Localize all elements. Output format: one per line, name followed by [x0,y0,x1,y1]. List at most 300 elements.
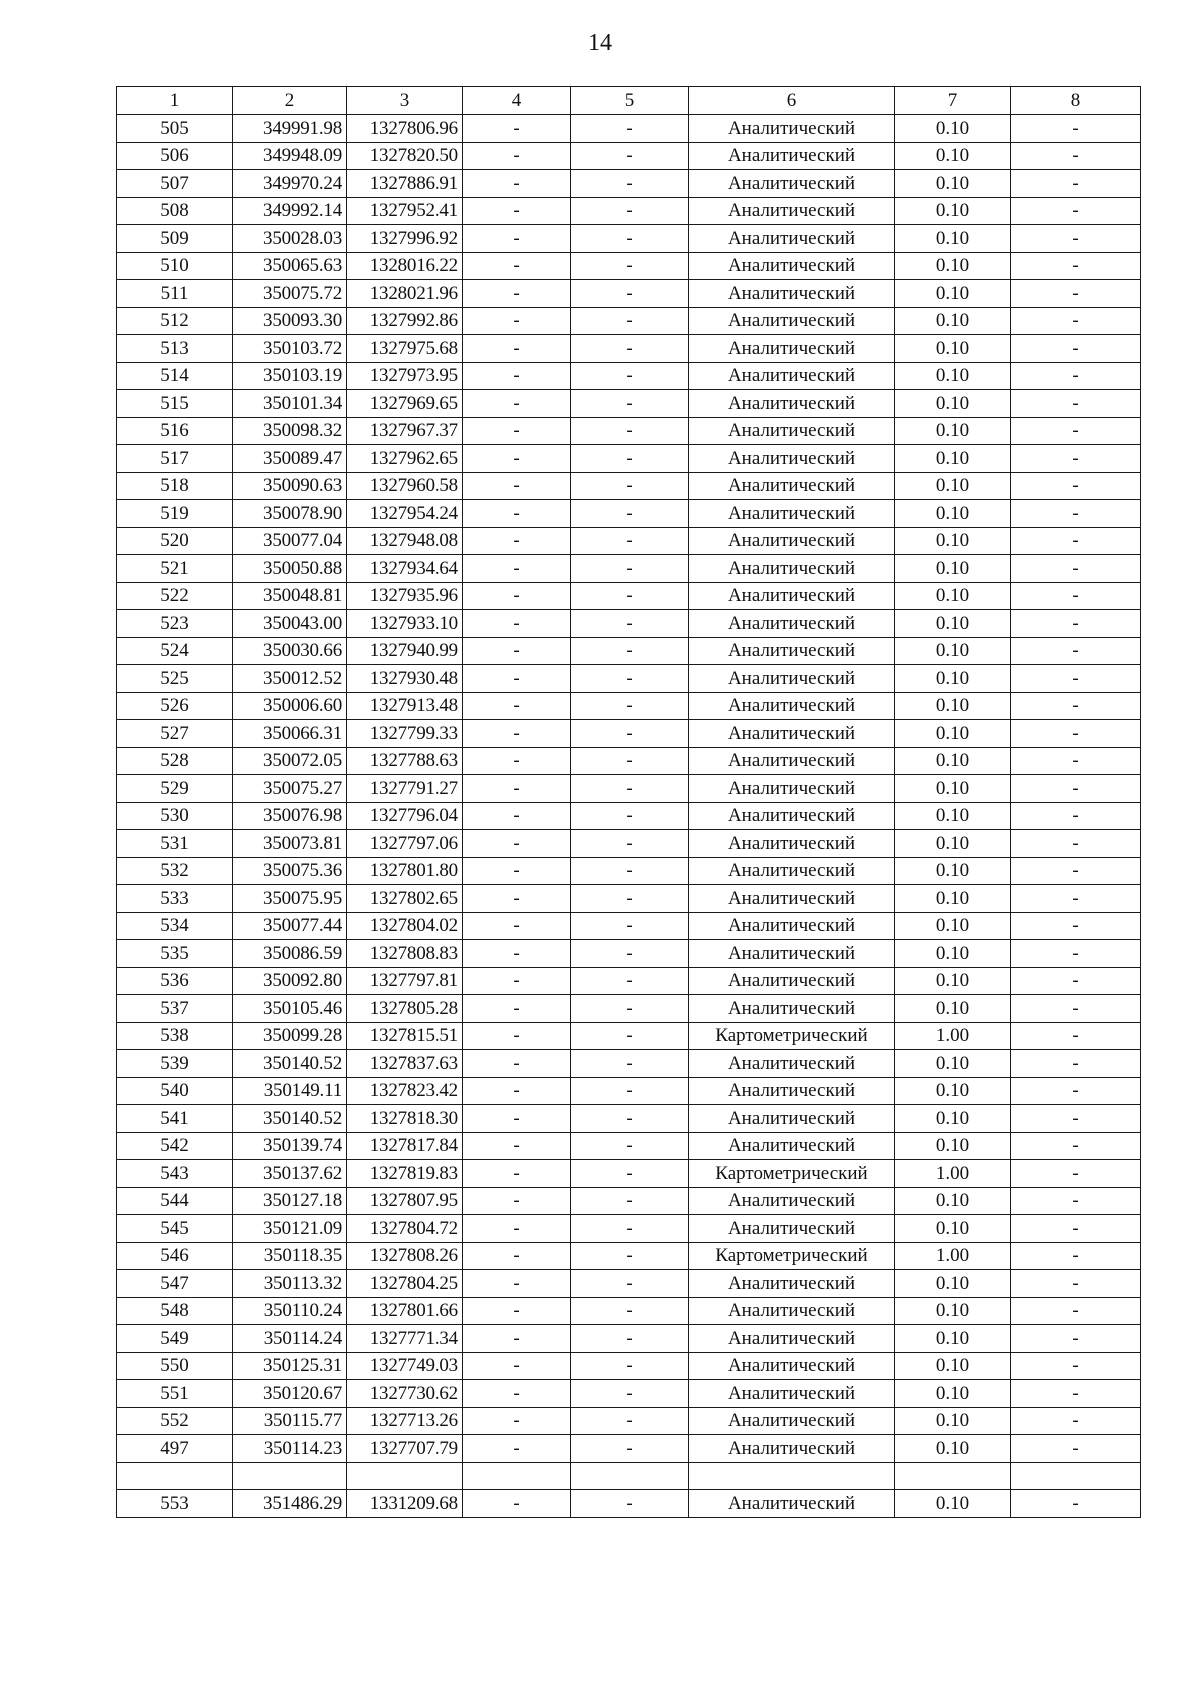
accuracy-cell: 0.10 [895,1297,1011,1325]
col-8-cell: - [1011,1132,1141,1160]
y-coordinate-cell: 1327969.65 [347,390,463,418]
x-coordinate-cell: 350103.72 [233,335,347,363]
x-coordinate-cell: 351486.29 [233,1490,347,1518]
method-cell: Аналитический [689,802,895,830]
x-coordinate-cell: 350139.74 [233,1132,347,1160]
method-cell: Аналитический [689,1325,895,1353]
col-5-cell: - [571,252,689,280]
method-cell: Аналитический [689,692,895,720]
accuracy-cell: 0.10 [895,1077,1011,1105]
x-coordinate-cell: 350149.11 [233,1077,347,1105]
col-4-cell: - [463,1077,571,1105]
table-row [117,280,1141,308]
table-row [117,1242,1141,1270]
col-5-cell: - [571,940,689,968]
accuracy-cell: 0.10 [895,692,1011,720]
point-number-cell: 523 [117,610,233,638]
table-row [117,857,1141,885]
method-cell: Аналитический [689,280,895,308]
col-5-cell: - [571,170,689,198]
x-coordinate-cell: 350006.60 [233,692,347,720]
table-row [117,1270,1141,1298]
col-4-cell: - [463,527,571,555]
col-4-cell: - [463,610,571,638]
col-5-cell: - [571,802,689,830]
y-coordinate-cell: 1327797.81 [347,967,463,995]
col-4-cell: - [463,280,571,308]
col-5-cell: - [571,610,689,638]
x-coordinate-cell: 350115.77 [233,1407,347,1435]
accuracy-cell: 0.10 [895,445,1011,473]
col-8-cell: - [1011,1297,1141,1325]
x-coordinate-cell: 350078.90 [233,500,347,528]
col-8-cell: - [1011,995,1141,1023]
accuracy-cell: 0.10 [895,252,1011,280]
point-number-cell: 546 [117,1242,233,1270]
col-4-cell: - [463,1435,571,1463]
col-5-cell: - [571,555,689,583]
col-5-cell: - [571,307,689,335]
col-8-cell: - [1011,555,1141,583]
point-number-cell: 534 [117,912,233,940]
accuracy-cell: 0.10 [895,115,1011,143]
col-8-cell: - [1011,1215,1141,1243]
table-row [117,1022,1141,1050]
table-row [117,445,1141,473]
method-cell: Аналитический [689,665,895,693]
method-cell: Аналитический [689,1270,895,1298]
accuracy-cell: 0.10 [895,390,1011,418]
x-coordinate-cell: 350118.35 [233,1242,347,1270]
method-cell: Аналитический [689,1215,895,1243]
table-row [117,582,1141,610]
y-coordinate-cell: 1327804.25 [347,1270,463,1298]
x-coordinate-cell: 350125.31 [233,1352,347,1380]
col-8-cell: - [1011,1160,1141,1188]
x-coordinate-cell: 350075.27 [233,775,347,803]
x-coordinate-cell: 350089.47 [233,445,347,473]
accuracy-cell: 0.10 [895,1270,1011,1298]
col-8-cell: - [1011,912,1141,940]
col-5-cell: - [571,665,689,693]
y-coordinate-cell: 1327797.06 [347,830,463,858]
method-cell: Аналитический [689,417,895,445]
x-coordinate-cell: 349992.14 [233,197,347,225]
col-5-cell: - [571,280,689,308]
col-5-cell: - [571,335,689,363]
accuracy-cell: 0.10 [895,637,1011,665]
table-row [117,1050,1141,1078]
table-header [117,87,1141,115]
column-header-2: 2 [233,87,347,115]
method-cell: Картометрический [689,1022,895,1050]
col-4-cell: - [463,967,571,995]
method-cell: Аналитический [689,582,895,610]
point-number-cell: 551 [117,1380,233,1408]
method-cell: Аналитический [689,747,895,775]
column-header-1: 1 [117,87,233,115]
col-8-cell: - [1011,115,1141,143]
col-8-cell: - [1011,582,1141,610]
y-coordinate-cell: 1327952.41 [347,197,463,225]
table-row [117,912,1141,940]
x-coordinate-cell: 350050.88 [233,555,347,583]
point-number-cell: 514 [117,362,233,390]
point-number-cell: 540 [117,1077,233,1105]
accuracy-cell: 0.10 [895,1325,1011,1353]
point-number-cell: 526 [117,692,233,720]
method-cell: Аналитический [689,362,895,390]
col-8-cell: - [1011,335,1141,363]
col-5-cell: - [571,1270,689,1298]
column-header-3: 3 [347,87,463,115]
point-number-cell: 547 [117,1270,233,1298]
col-4-cell: - [463,362,571,390]
col-4-cell: - [463,500,571,528]
y-coordinate-cell: 1327837.63 [347,1050,463,1078]
method-cell: Аналитический [689,1490,895,1518]
point-number-cell: 513 [117,335,233,363]
point-number-cell: 512 [117,307,233,335]
accuracy-cell: 0.10 [895,500,1011,528]
method-cell: Аналитический [689,610,895,638]
col-4-cell: - [463,830,571,858]
y-coordinate-cell: 1327806.96 [347,115,463,143]
y-coordinate-cell: 1327819.83 [347,1160,463,1188]
x-coordinate-cell: 349970.24 [233,170,347,198]
col-4-cell: - [463,307,571,335]
col-4-cell: - [463,445,571,473]
x-coordinate-cell: 350075.95 [233,885,347,913]
point-number-cell: 511 [117,280,233,308]
table-row [117,1380,1141,1408]
point-number-cell: 541 [117,1105,233,1133]
method-cell: Картометрический [689,1160,895,1188]
x-coordinate-cell: 350066.31 [233,720,347,748]
col-8-cell: - [1011,1352,1141,1380]
col-5-cell: - [571,1022,689,1050]
method-cell: Аналитический [689,830,895,858]
point-number-cell: 543 [117,1160,233,1188]
col-8-cell: - [1011,500,1141,528]
table-row [117,390,1141,418]
y-coordinate-cell: 1328016.22 [347,252,463,280]
table-row [117,1407,1141,1435]
col-8-cell: - [1011,940,1141,968]
method-cell: Аналитический [689,500,895,528]
accuracy-cell: 0.10 [895,967,1011,995]
page-number: 14 [588,30,612,56]
table-row [117,802,1141,830]
accuracy-cell: 0.10 [895,582,1011,610]
y-coordinate-cell: 1327799.33 [347,720,463,748]
x-coordinate-cell: 350065.63 [233,252,347,280]
table-row [117,1132,1141,1160]
method-cell: Аналитический [689,527,895,555]
accuracy-cell: 0.10 [895,720,1011,748]
col-8-cell: - [1011,692,1141,720]
table-row [117,472,1141,500]
col-4-cell: - [463,637,571,665]
method-cell: Аналитический [689,1435,895,1463]
col-8-cell: - [1011,417,1141,445]
accuracy-cell: 0.10 [895,335,1011,363]
col-8-cell: - [1011,445,1141,473]
method-cell: Аналитический [689,1380,895,1408]
point-number-cell: 532 [117,857,233,885]
col-8-cell: - [1011,775,1141,803]
col-4-cell: - [463,582,571,610]
y-coordinate-cell: 1327713.26 [347,1407,463,1435]
accuracy-cell: 0.10 [895,995,1011,1023]
accuracy-cell: 1.00 [895,1160,1011,1188]
x-coordinate-cell: 350086.59 [233,940,347,968]
table-row [117,555,1141,583]
x-coordinate-cell: 350114.24 [233,1325,347,1353]
point-number-cell: 530 [117,802,233,830]
method-cell: Аналитический [689,1105,895,1133]
table-row [117,417,1141,445]
y-coordinate-cell: 1327935.96 [347,582,463,610]
method-cell: Аналитический [689,1407,895,1435]
y-coordinate-cell: 1327962.65 [347,445,463,473]
table-row [117,665,1141,693]
x-coordinate-cell: 350092.80 [233,967,347,995]
method-cell: Аналитический [689,857,895,885]
y-coordinate-cell: 1327823.42 [347,1077,463,1105]
point-number-cell: 506 [117,142,233,170]
x-coordinate-cell: 350110.24 [233,1297,347,1325]
col-5-cell [571,1462,689,1490]
y-coordinate-cell: 1327960.58 [347,472,463,500]
col-5-cell: - [571,390,689,418]
point-number-cell: 552 [117,1407,233,1435]
col-5-cell: - [571,830,689,858]
method-cell: Аналитический [689,252,895,280]
accuracy-cell: 0.10 [895,555,1011,583]
accuracy-cell: 0.10 [895,197,1011,225]
method-cell: Аналитический [689,307,895,335]
col-8-cell: - [1011,1077,1141,1105]
method-cell: Аналитический [689,142,895,170]
table-row [117,637,1141,665]
col-5-cell: - [571,1407,689,1435]
header-row [117,87,1141,115]
col-8-cell: - [1011,747,1141,775]
col-8-cell: - [1011,307,1141,335]
col-4-cell: - [463,1022,571,1050]
method-cell: Аналитический [689,170,895,198]
method-cell: Аналитический [689,1352,895,1380]
col-4-cell: - [463,1215,571,1243]
column-header-6: 6 [689,87,895,115]
col-4-cell: - [463,417,571,445]
point-number-cell: 544 [117,1187,233,1215]
col-8-cell: - [1011,1050,1141,1078]
col-5-cell: - [571,775,689,803]
y-coordinate-cell: 1327808.26 [347,1242,463,1270]
y-coordinate-cell: 1327940.99 [347,637,463,665]
accuracy-cell: 0.10 [895,830,1011,858]
accuracy-cell: 0.10 [895,527,1011,555]
method-cell: Аналитический [689,225,895,253]
x-coordinate-cell: 350048.81 [233,582,347,610]
point-number-cell: 525 [117,665,233,693]
table-row [117,830,1141,858]
accuracy-cell: 0.10 [895,747,1011,775]
x-coordinate-cell: 349991.98 [233,115,347,143]
col-4-cell: - [463,995,571,1023]
col-4-cell: - [463,1132,571,1160]
col-8-cell: - [1011,362,1141,390]
col-4-cell: - [463,142,571,170]
col-8-cell: - [1011,1242,1141,1270]
y-coordinate-cell: 1327996.92 [347,225,463,253]
table-row [117,1325,1141,1353]
col-8-cell: - [1011,472,1141,500]
table-row [117,1160,1141,1188]
col-5-cell: - [571,912,689,940]
accuracy-cell: 0.10 [895,170,1011,198]
method-cell: Аналитический [689,995,895,1023]
method-cell: Аналитический [689,1077,895,1105]
y-coordinate-cell: 1327815.51 [347,1022,463,1050]
col-4-cell: - [463,1325,571,1353]
accuracy-cell: 0.10 [895,280,1011,308]
accuracy-cell: 0.10 [895,857,1011,885]
y-coordinate-cell: 1327707.79 [347,1435,463,1463]
col-8-cell: - [1011,1105,1141,1133]
col-4-cell: - [463,1297,571,1325]
y-coordinate-cell: 1327808.83 [347,940,463,968]
method-cell: Аналитический [689,775,895,803]
x-coordinate-cell: 350012.52 [233,665,347,693]
table-row [117,170,1141,198]
col-5-cell: - [571,472,689,500]
point-number-cell: 522 [117,582,233,610]
method-cell: Картометрический [689,1242,895,1270]
y-coordinate-cell: 1327788.63 [347,747,463,775]
y-coordinate-cell: 1327930.48 [347,665,463,693]
accuracy-cell: 0.10 [895,362,1011,390]
table-row [117,1297,1141,1325]
col-4-cell: - [463,335,571,363]
col-4-cell: - [463,390,571,418]
table-row [117,1462,1141,1490]
x-coordinate-cell: 350121.09 [233,1215,347,1243]
table-row [117,610,1141,638]
y-coordinate-cell: 1327730.62 [347,1380,463,1408]
table-row [117,775,1141,803]
col-4-cell: - [463,747,571,775]
table-row [117,197,1141,225]
col-5-cell: - [571,142,689,170]
accuracy-cell: 0.10 [895,1435,1011,1463]
point-number-cell: 521 [117,555,233,583]
x-coordinate-cell: 350120.67 [233,1380,347,1408]
col-4-cell: - [463,225,571,253]
method-cell: Аналитический [689,967,895,995]
table-row [117,747,1141,775]
table-row [117,362,1141,390]
method-cell: Аналитический [689,390,895,418]
point-number-cell: 533 [117,885,233,913]
col-5-cell: - [571,1325,689,1353]
y-coordinate-cell: 1327954.24 [347,500,463,528]
col-5-cell: - [571,1160,689,1188]
col-5-cell: - [571,1242,689,1270]
table-body [117,115,1141,1518]
col-5-cell: - [571,995,689,1023]
table-row [117,885,1141,913]
y-coordinate-cell: 1331209.68 [347,1490,463,1518]
x-coordinate-cell: 350114.23 [233,1435,347,1463]
col-4-cell: - [463,665,571,693]
column-header-7: 7 [895,87,1011,115]
x-coordinate-cell: 350077.04 [233,527,347,555]
accuracy-cell: 0.10 [895,1380,1011,1408]
point-number-cell: 510 [117,252,233,280]
col-4-cell: - [463,940,571,968]
method-cell: Аналитический [689,1050,895,1078]
x-coordinate-cell: 350140.52 [233,1050,347,1078]
table-row [117,1490,1141,1518]
accuracy-cell: 0.10 [895,912,1011,940]
accuracy-cell: 0.10 [895,1187,1011,1215]
point-number-cell: 539 [117,1050,233,1078]
point-number-cell: 520 [117,527,233,555]
col-4-cell: - [463,197,571,225]
point-number-cell: 537 [117,995,233,1023]
column-header-5: 5 [571,87,689,115]
point-number-cell: 497 [117,1435,233,1463]
point-number-cell: 545 [117,1215,233,1243]
x-coordinate-cell: 350043.00 [233,610,347,638]
table-row [117,1077,1141,1105]
accuracy-cell: 0.10 [895,307,1011,335]
method-cell: Аналитический [689,335,895,363]
accuracy-cell: 0.10 [895,417,1011,445]
accuracy-cell: 1.00 [895,1022,1011,1050]
col-8-cell: - [1011,1407,1141,1435]
method-cell: Аналитический [689,1297,895,1325]
col-5-cell: - [571,637,689,665]
col-5-cell: - [571,1297,689,1325]
table-row [117,142,1141,170]
table-row [117,1352,1141,1380]
x-coordinate-cell: 350099.28 [233,1022,347,1050]
y-coordinate-cell: 1327801.66 [347,1297,463,1325]
col-4-cell: - [463,1380,571,1408]
col-4-cell: - [463,802,571,830]
col-5-cell: - [571,1490,689,1518]
point-number-cell: 527 [117,720,233,748]
y-coordinate-cell: 1327886.91 [347,170,463,198]
method-cell: Аналитический [689,720,895,748]
col-5-cell: - [571,197,689,225]
col-4-cell: - [463,1050,571,1078]
col-8-cell: - [1011,280,1141,308]
col-8-cell: - [1011,830,1141,858]
col-5-cell: - [571,500,689,528]
col-8-cell: - [1011,1022,1141,1050]
col-4-cell: - [463,252,571,280]
x-coordinate-cell: 350028.03 [233,225,347,253]
table-row [117,1105,1141,1133]
x-coordinate-cell: 350137.62 [233,1160,347,1188]
column-header-4: 4 [463,87,571,115]
x-coordinate-cell: 350076.98 [233,802,347,830]
